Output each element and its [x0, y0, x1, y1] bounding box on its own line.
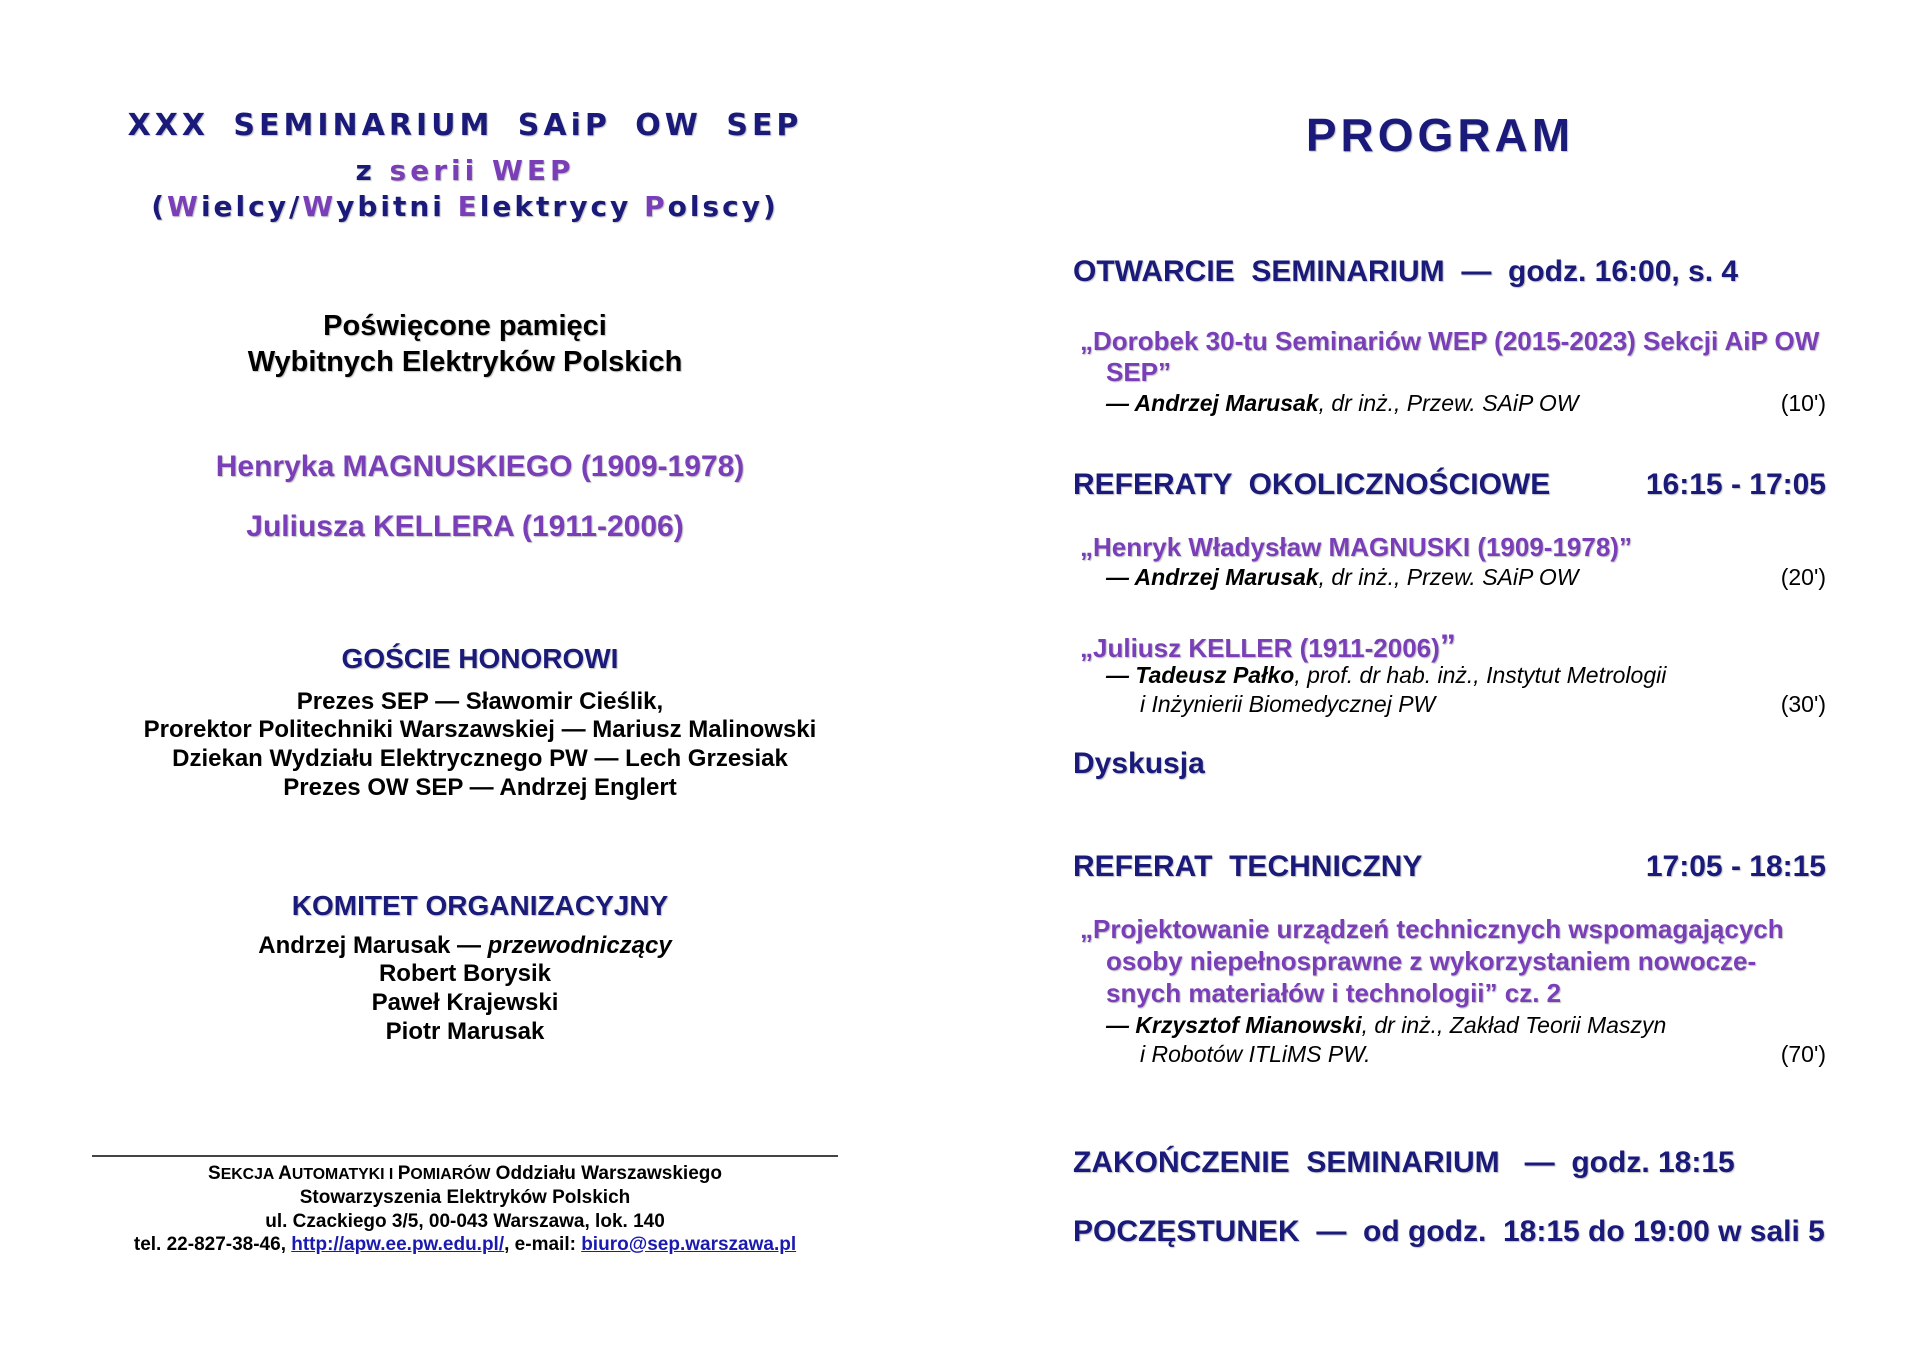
footer-section-name: [60, 1163, 870, 1185]
initial-w2: W: [302, 190, 337, 223]
talk3-author: [1106, 662, 1666, 689]
guest-item: [0, 716, 960, 744]
section-occasional-heading: REFERATY OKOLICZNOŚCIOWE: [1073, 468, 1551, 501]
talk1-duration: (10'): [1780, 390, 1826, 416]
seminar-series: [0, 154, 930, 187]
guest-role: Dziekan Wydziału Elektrycznego PW —: [172, 745, 626, 772]
talk4-duration: (70'): [1780, 1041, 1826, 1067]
chair-separator: —: [450, 932, 488, 959]
talk1-title-line1: „Dorobek 30-tu Seminariów WEP (2015-2023) Sekcji AiP OW: [1080, 326, 1820, 356]
sc-rest: UTOMATYKI I: [291, 1166, 398, 1183]
footer-association: Stowarzyszenia Elektryków Polskich: [299, 1187, 631, 1208]
section-occasional-time: 16:15 - 17:05: [1645, 468, 1826, 501]
paren-close: ): [762, 190, 779, 223]
right-page: [960, 0, 1920, 1358]
footer-phone: tel. 22-827-38-46,: [133, 1234, 292, 1255]
email-label: , e-mail:: [504, 1234, 582, 1255]
section-technical-time: 17:05 - 18:15: [1645, 850, 1826, 883]
talk3-title: [1080, 628, 1456, 665]
committee-member: Robert Borysik: [378, 960, 552, 987]
dedication-line2: Wybitnych Elektryków Polskich: [247, 346, 683, 378]
talk4-title-line1: „Projektowanie urządzeń technicznych wspomagających: [1080, 914, 1784, 944]
guest-name: Andrzej Englert: [499, 774, 677, 801]
footer-contact: [60, 1234, 870, 1256]
sc-initial: A: [278, 1163, 292, 1184]
author-dash: —: [1106, 564, 1135, 590]
word-wybitni: ybitni: [336, 190, 458, 223]
website-link[interactable]: http://apw.ee.pw.edu.pl/: [291, 1234, 505, 1255]
talk4-author: [1106, 1012, 1666, 1039]
committee-chair: [0, 932, 930, 960]
guests-heading: GOŚCIE HONOROWI: [341, 643, 619, 674]
committee-heading: KOMITET ORGANIZACYJNY: [291, 890, 669, 921]
author-affiliation: , dr inż., Przew. SAiP OW: [1318, 564, 1579, 590]
talk2-duration: (20'): [1780, 564, 1826, 590]
author-name: Andrzej Marusak: [1134, 564, 1319, 590]
talk1-author: [1106, 390, 1578, 417]
initial-p: P: [644, 190, 668, 223]
sc-initial: S: [208, 1163, 221, 1184]
guest-name: Mariusz Malinowski: [592, 716, 817, 743]
word-polscy: olscy: [667, 190, 763, 223]
seminar-title: XXX SEMINARIUM SAiP OW SEP: [127, 108, 803, 143]
sc-rest: EKCJA: [220, 1166, 279, 1183]
footer-branch: Oddziału Warszawskiego: [490, 1163, 722, 1184]
talk1-title-line2: SEP”: [1106, 357, 1172, 387]
word-wielcy: ielcy/: [200, 190, 303, 223]
series-expansion: [0, 190, 930, 223]
paren-open: (: [151, 190, 168, 223]
closing-heading: ZAKOŃCZENIE SEMINARIUM — godz. 18:15: [1073, 1146, 1735, 1179]
author-affiliation: , dr inż., Przew. SAiP OW: [1318, 390, 1579, 416]
series-word: serii: [389, 154, 492, 187]
talk3-affiliation-line2: i Inżynierii Biomedycznej PW: [1140, 691, 1436, 717]
author-name: Tadeusz Pałko: [1135, 662, 1295, 688]
email-link[interactable]: biuro@sep.warszawa.pl: [581, 1234, 797, 1255]
talk3-title-text: „Juliusz KELLER (1911-2006): [1080, 633, 1440, 663]
talk4-affiliation-line2: i Robotów ITLiMS PW.: [1140, 1041, 1371, 1067]
guest-item: [0, 688, 960, 716]
author-dash: —: [1106, 662, 1136, 688]
author-name: Andrzej Marusak: [1134, 390, 1319, 416]
talk4-title-line2: osoby niepełnosprawne z wykorzystaniem nowocze-: [1106, 946, 1757, 976]
footer-divider: [92, 1155, 838, 1157]
sc-rest: OMIARÓW: [410, 1166, 491, 1183]
guest-role: Prezes OW SEP —: [283, 774, 500, 801]
talk2-author: [1106, 564, 1578, 591]
guest-item: [0, 745, 960, 773]
author-dash: —: [1106, 1012, 1136, 1038]
author-affiliation: , prof. dr hab. inż., Instytut Metrologii: [1294, 662, 1667, 688]
guest-role: Prezes SEP —: [296, 688, 466, 715]
author-name: Krzysztof Mianowski: [1135, 1012, 1362, 1038]
initial-w1: W: [167, 190, 201, 223]
section-technical-heading: REFERAT TECHNICZNY: [1073, 850, 1423, 883]
talk2-title: „Henryk Władysław MAGNUSKI (1909-1978)”: [1080, 532, 1632, 562]
initial-e: E: [457, 190, 480, 223]
talk3-title-quote: ”: [1439, 628, 1456, 664]
committee-member: Paweł Krajewski: [371, 989, 559, 1016]
honoree-keller: Juliusza KELLERA (1911-2006): [246, 510, 684, 543]
chair-role: przewodniczący: [487, 932, 672, 959]
honoree-magnuski: Henryka MAGNUSKIEGO (1909-1978): [215, 450, 745, 483]
series-prefix: z: [355, 154, 390, 187]
committee-member: Piotr Marusak: [385, 1018, 545, 1045]
guest-name: Sławomir Cieślik,: [465, 688, 664, 715]
discussion-heading: Dyskusja: [1073, 747, 1205, 780]
sc-initial: P: [397, 1163, 411, 1184]
chair-name: Andrzej Marusak: [258, 932, 451, 959]
series-acronym: WEP: [491, 154, 575, 187]
author-dash: —: [1106, 390, 1135, 416]
guest-name: Lech Grzesiak: [625, 745, 788, 772]
footer-address: ul. Czackiego 3/5, 00-043 Warszawa, lok. 140: [265, 1211, 665, 1232]
dedication-line1: Poświęcone pamięci: [323, 310, 607, 342]
talk3-duration: (30'): [1780, 691, 1826, 717]
talk4-title-line3: snych materiałów i technologii” cz. 2: [1106, 978, 1562, 1008]
guest-item: [0, 774, 960, 802]
guest-role: Prorektor Politechniki Warszawskiej —: [143, 716, 593, 743]
program-title: PROGRAM: [1305, 109, 1575, 161]
opening-heading: OTWARCIE SEMINARIUM — godz. 16:00, s. 4: [1073, 255, 1739, 288]
word-elektrycy: lektrycy: [479, 190, 645, 223]
refreshments-heading: POCZĘSTUNEK — od godz. 18:15 do 19:00 w sali 5: [1073, 1215, 1825, 1248]
author-affiliation: , dr inż., Zakład Teorii Maszyn: [1361, 1012, 1667, 1038]
